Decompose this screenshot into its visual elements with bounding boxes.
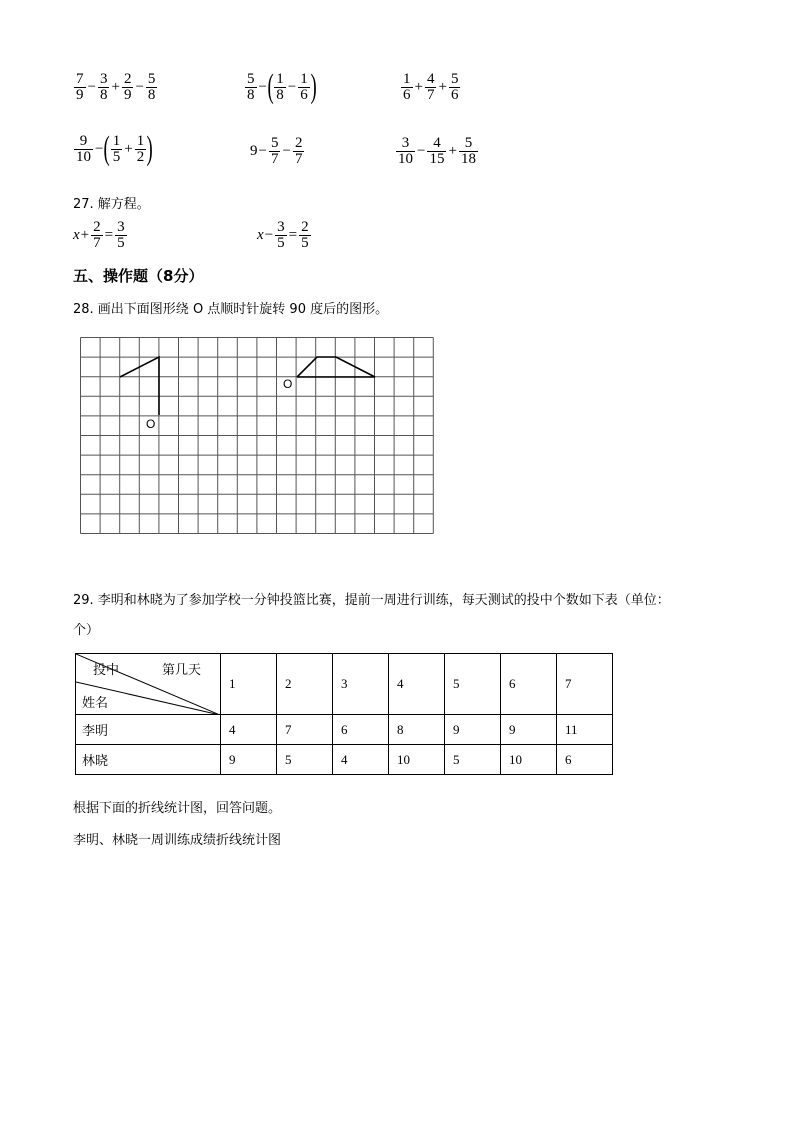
value-cell: 6: [333, 715, 389, 745]
shape-right: [297, 357, 375, 377]
value-cell: 4: [221, 715, 277, 745]
day-cell: 7: [557, 654, 613, 715]
day-cell: 6: [501, 654, 557, 715]
table-row: [76, 745, 613, 775]
value-cell: 5: [277, 745, 333, 775]
value-cell: 9: [501, 715, 557, 745]
value-cell: 10: [501, 745, 557, 775]
expression-2: $\frac{5}{8}$ − ( $\frac{1}{8}$ − $\frac{1}{6}$ ): [247, 68, 317, 105]
header-day: 第几天: [162, 663, 202, 678]
day-cell: 3: [333, 654, 389, 715]
header-hits: 投中: [93, 663, 120, 678]
q29-line1: 29. 李明和林晓为了参加学校一分钟投篮比赛，提前一周进行训练，每天测试的投中个数如下表（单位：: [73, 593, 670, 608]
value-cell: 9: [221, 745, 277, 775]
value-cell: 5: [445, 745, 501, 775]
value-cell: 8: [389, 715, 445, 745]
rotation-grid: [80, 337, 436, 535]
expression-3: $\frac{1}{6}$ + $\frac{4}{7}$ + $\frac{5}{6}$: [403, 71, 459, 103]
chart-title: 李明、林晓一周训练成绩折线统计图: [73, 833, 282, 848]
value-cell: 7: [277, 715, 333, 745]
value-cell: 10: [389, 745, 445, 775]
equation-1: x + $\frac{2}{7}$ = $\frac{3}{5}$: [73, 219, 125, 251]
name-cell: 李明: [76, 715, 221, 745]
point-o-right: O: [283, 377, 293, 391]
value-cell: 11: [557, 715, 613, 745]
name-cell: 林晓: [76, 745, 221, 775]
day-cell: 4: [389, 654, 445, 715]
day-cell: 2: [277, 654, 333, 715]
q28-label: 28. 画出下面图形绕 O 点顺时针旋转 90 度后的图形。: [73, 302, 389, 317]
day-cell: 5: [445, 654, 501, 715]
value-cell: 4: [333, 745, 389, 775]
section-title: 五、操作题（8分）: [73, 267, 204, 285]
fraction: $\frac{5}{8}$: [147, 71, 156, 103]
expression-6: $\frac{3}{10}$ − $\frac{4}{15}$ + $\frac{5}{18}$: [398, 135, 476, 167]
equation-2: x − $\frac{3}{5}$ = $\frac{2}{5}$: [257, 219, 309, 251]
q29-line2: 个）: [73, 623, 100, 638]
point-o-left: O: [146, 417, 156, 431]
value-cell: 6: [557, 745, 613, 775]
expression-5: 9 − $\frac{5}{7}$ − $\frac{2}{7}$: [250, 135, 303, 167]
expression-1: $\frac{7}{9}$ − $\frac{3}{8}$ + $\frac{2}{9}$ − $\frac{5}{8}$: [76, 71, 156, 103]
value-cell: 9: [445, 715, 501, 745]
q27-label: 27. 解方程。: [73, 197, 150, 212]
table-row: [76, 715, 613, 745]
chart-instruction: 根据下面的折线统计图，回答问题。: [73, 801, 282, 816]
fraction: $\frac{3}{8}$: [99, 71, 108, 103]
diagonal-header-cell: [76, 654, 221, 715]
day-cell: 1: [221, 654, 277, 715]
expression-4: $\frac{9}{10}$ − ( $\frac{1}{5}$ + $\frac{1}{2}$ ): [76, 130, 154, 167]
fraction: $\frac{7}{9}$: [76, 71, 84, 103]
score-table: [75, 653, 613, 775]
header-name: 姓名: [82, 696, 109, 711]
fraction: $\frac{2}{9}$: [123, 71, 132, 103]
